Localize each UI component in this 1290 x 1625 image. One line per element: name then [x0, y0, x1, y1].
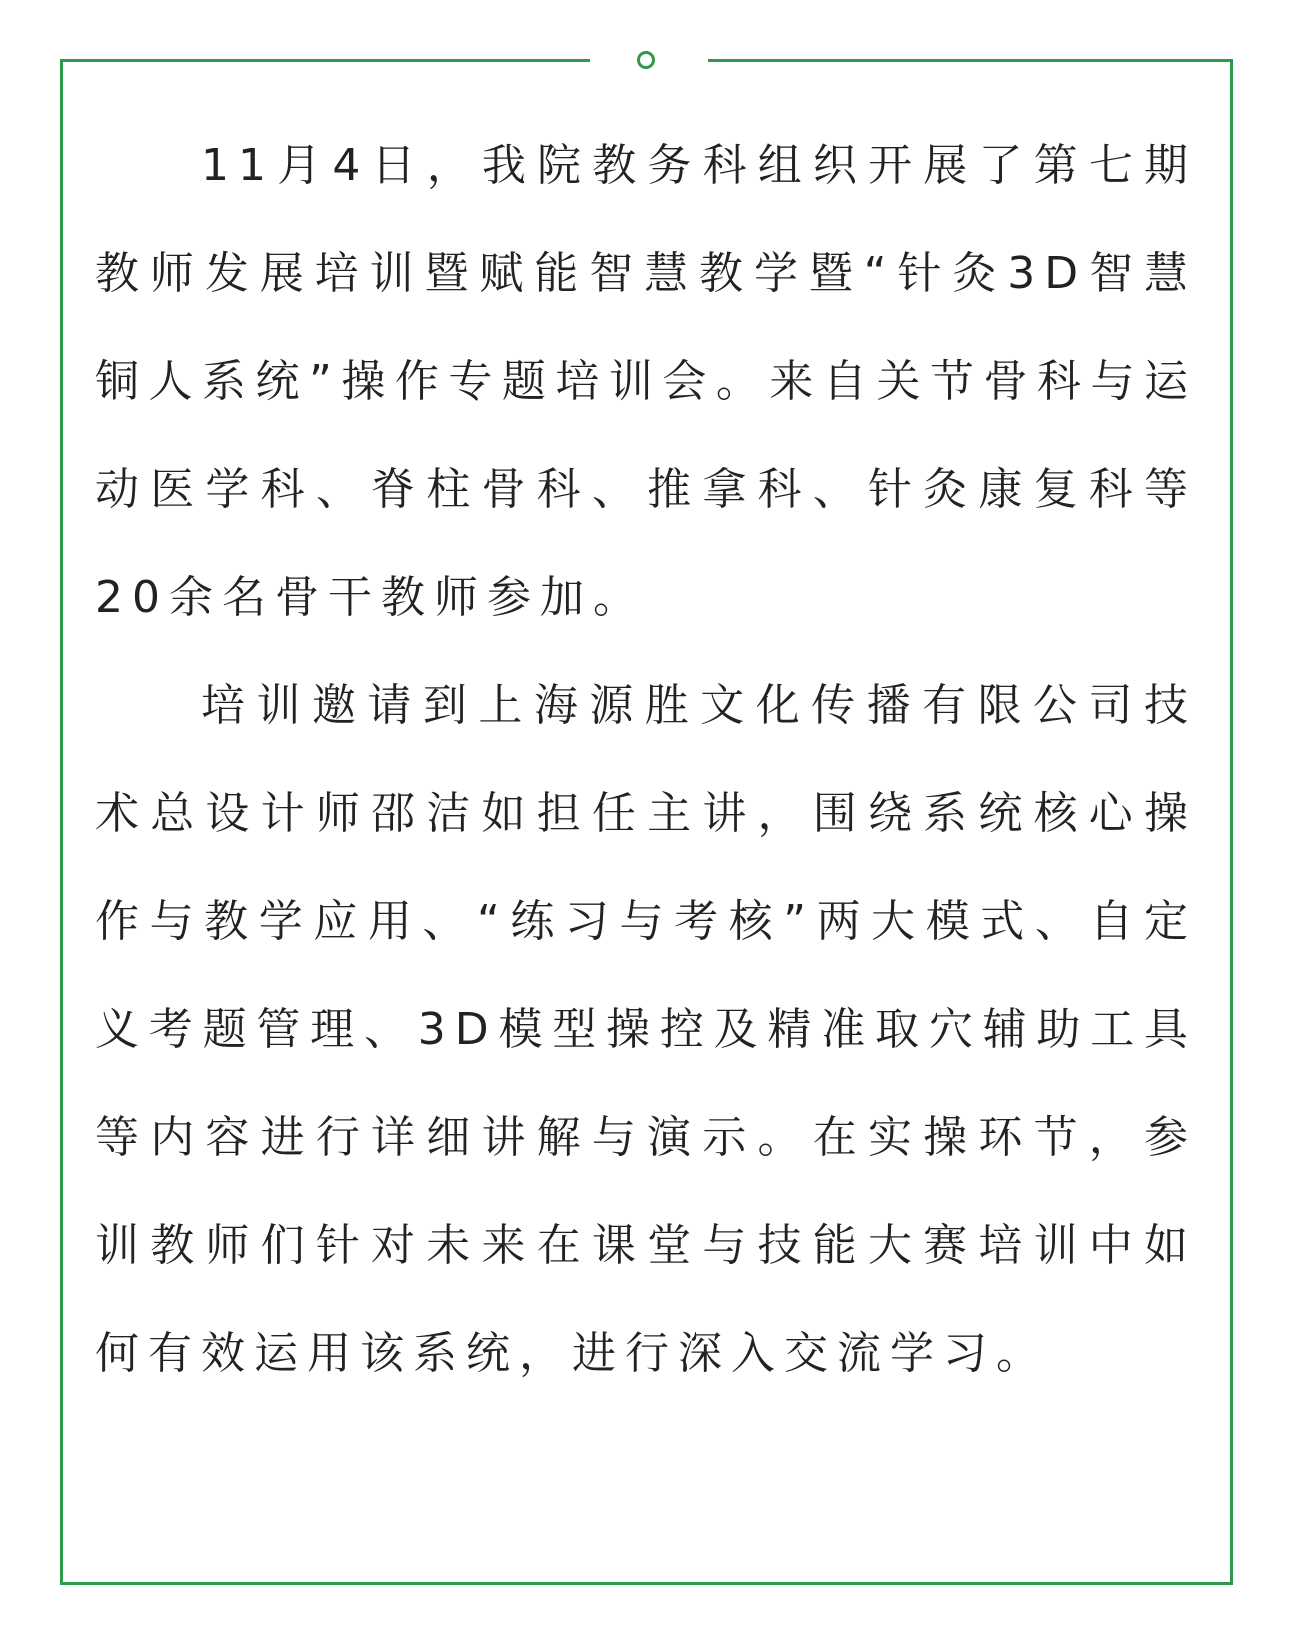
article-paragraph-2: 培训邀请到上海源胜文化传播有限公司技术总设计师邵洁如担任主讲，围绕系统核心操作与教学应用、“练习与考核”两大模式、自定义考题管理、3D模型操控及精准取穴辅助工具等内容进行详细讲解与演示。在实操环节，参训教师们针对未来在课堂与技能大赛培训中如何有效运用该系统，进行深入交流学习。	[95, 680, 1197, 1379]
article-paragraph-1: 11月4日，我院教务科组织开展了第七期教师发展培训暨赋能智慧教学暨“针灸3D智慧铜人系统”操作专题培训会。来自关节骨科与运动医学科、脊柱骨科、推拿科、针灸康复科等20余名骨干教师参加。	[95, 140, 1197, 623]
article-body	[95, 112, 1197, 1408]
